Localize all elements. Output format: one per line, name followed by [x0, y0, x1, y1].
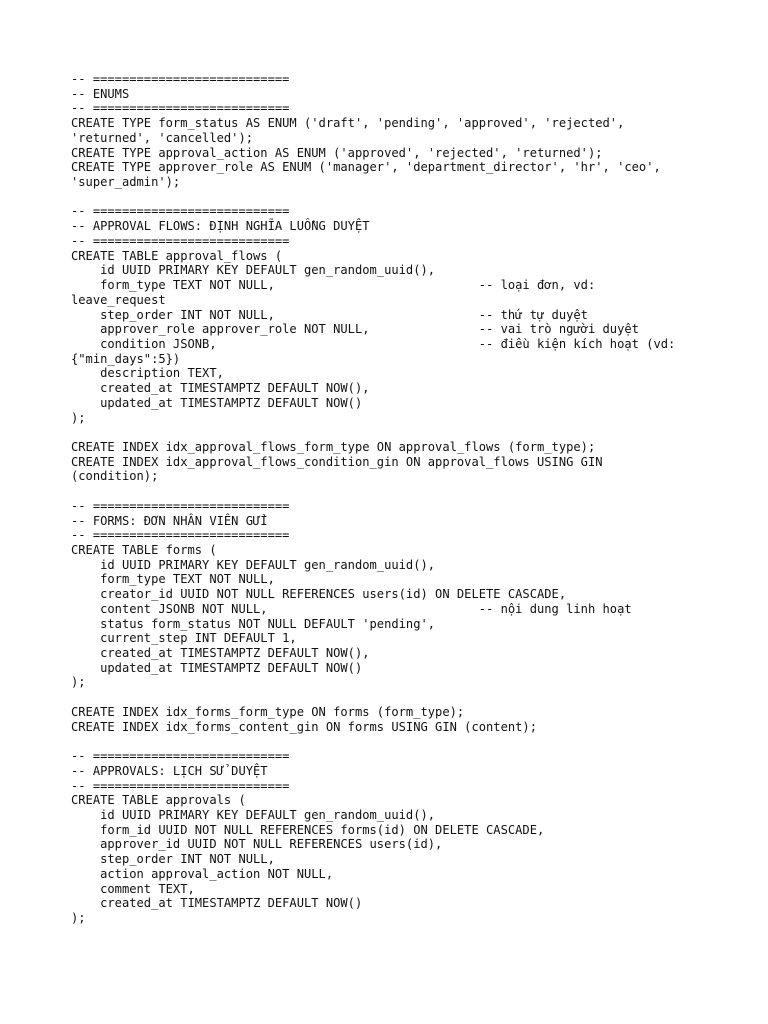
code-line: form_type TEXT NOT NULL, -- loại đơn, vd: [71, 278, 596, 293]
code-line: (condition); [71, 469, 159, 484]
code-line: ); [71, 675, 86, 690]
code-line: CREATE TYPE form_status AS ENUM ('draft', 'pending', 'approved', 'rejected', [71, 116, 625, 131]
code-line: -- =========================== [71, 233, 290, 248]
code-line: -- FORMS: ĐƠN NHÂN VIÊN GỬI [71, 513, 268, 528]
code-line: created_at TIMESTAMPTZ DEFAULT NOW() [71, 896, 363, 911]
blank-line [71, 190, 731, 205]
code-line: CREATE INDEX idx_approval_flows_form_type ON approval_flows (form_type); [71, 439, 596, 454]
code-line: form_id UUID NOT NULL REFERENCES forms(id) ON DELETE CASCADE, [71, 822, 545, 837]
code-line: -- =========================== [71, 778, 290, 793]
code-line: CREATE TABLE approvals ( [71, 793, 246, 808]
code-line: CREATE TABLE approval_flows ( [71, 248, 283, 263]
code-line: approver_role approver_role NOT NULL, -- vai trò người duyệt [71, 322, 639, 337]
code-line: condition JSONB, -- điều kiện kích hoạt (vd: [71, 336, 676, 351]
code-line: 'returned', 'cancelled'); [71, 130, 254, 145]
code-line: action approval_action NOT NULL, [71, 866, 334, 881]
code-line: approver_id UUID NOT NULL REFERENCES users(id), [71, 837, 443, 852]
sql-code-block [71, 72, 731, 926]
code-line: current_step INT DEFAULT 1, [71, 631, 297, 646]
code-line: content JSONB NOT NULL, -- nội dung linh hoạt [71, 601, 632, 616]
code-line: created_at TIMESTAMPTZ DEFAULT NOW(), [71, 646, 370, 661]
blank-line [71, 690, 731, 705]
code-line: -- ENUMS [71, 86, 130, 101]
code-line: leave_request [71, 292, 166, 307]
code-line: -- =========================== [71, 204, 290, 219]
code-line: -- =========================== [71, 72, 290, 86]
code-line: id UUID PRIMARY KEY DEFAULT gen_random_uuid(), [71, 807, 436, 822]
code-line: CREATE INDEX idx_approval_flows_condition_gin ON approval_flows USING GIN [71, 454, 603, 469]
code-line: CREATE TABLE forms ( [71, 543, 217, 557]
code-line: created_at TIMESTAMPTZ DEFAULT NOW(), [71, 381, 370, 396]
code-line: updated_at TIMESTAMPTZ DEFAULT NOW() [71, 660, 363, 675]
code-line: {"min_days":5}) [71, 351, 181, 366]
code-line: step_order INT NOT NULL, [71, 852, 275, 867]
code-line: id UUID PRIMARY KEY DEFAULT gen_random_uuid(), [71, 557, 436, 572]
code-line: CREATE INDEX idx_forms_form_type ON forms (form_type); [71, 704, 465, 719]
code-line: 'super_admin'); [71, 175, 181, 190]
code-line: description TEXT, [71, 366, 224, 381]
code-line: comment TEXT, [71, 881, 195, 896]
code-line: -- =========================== [71, 498, 290, 513]
code-line: id UUID PRIMARY KEY DEFAULT gen_random_uuid(), [71, 263, 436, 278]
code-line: CREATE INDEX idx_forms_content_gin ON forms USING GIN (content); [71, 719, 537, 734]
code-line: CREATE TYPE approval_action AS ENUM ('approved', 'rejected', 'returned'); [71, 145, 603, 160]
code-line: ); [71, 910, 86, 925]
code-line: status form_status NOT NULL DEFAULT 'pending', [71, 616, 436, 631]
code-line: -- APPROVAL FLOWS: ĐỊNH NGHĨA LUỒNG DUYỆT [71, 219, 370, 234]
blank-line [71, 484, 731, 499]
code-line: updated_at TIMESTAMPTZ DEFAULT NOW() [71, 395, 363, 410]
code-line: creator_id UUID NOT NULL REFERENCES users(id) ON DELETE CASCADE, [71, 587, 567, 602]
code-line: -- APPROVALS: LỊCH SỬ DUYỆT [71, 763, 268, 778]
code-line: -- =========================== [71, 528, 290, 543]
code-line: ); [71, 410, 86, 425]
code-line: step_order INT NOT NULL, -- thứ tự duyệt [71, 307, 588, 322]
code-line: -- =========================== [71, 749, 290, 764]
code-line: -- =========================== [71, 101, 290, 116]
blank-line [71, 734, 731, 749]
code-line: CREATE TYPE approver_role AS ENUM ('manager', 'department_director', 'hr', 'ceo', [71, 160, 661, 175]
code-line: form_type TEXT NOT NULL, [71, 572, 275, 587]
blank-line [71, 425, 731, 440]
